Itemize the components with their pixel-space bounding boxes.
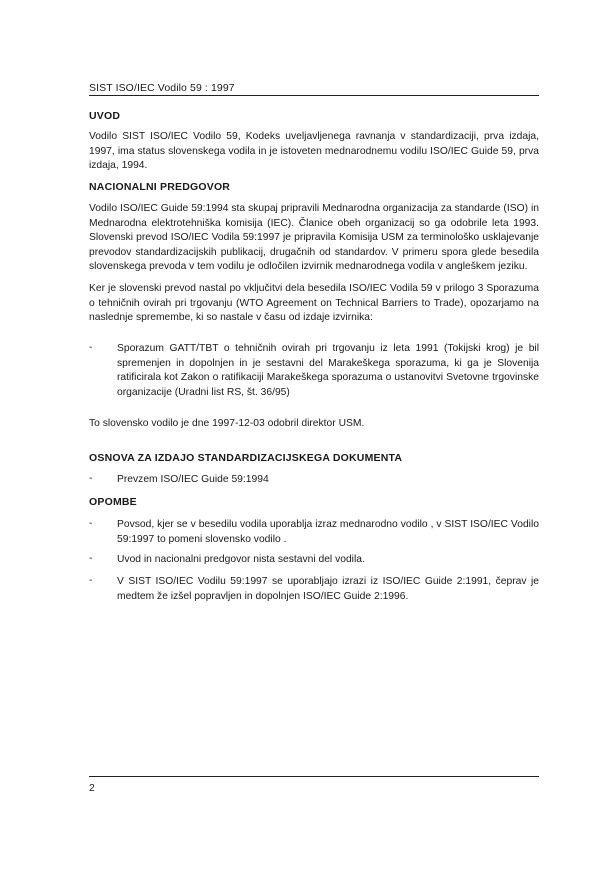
nacionalni-predgovor-paragraph-2: Ker je slovenski prevod nastal po vključitvi dela besedila ISO/IEC Vodila 59 v prilogo 3 Sporazuma o tehničnih ovirah pri trgovanju (WTO Agreement on Technical Barriers to Trade), opozarjamo na naslednje spremembe, ki so nastale v času od izdaje izvirnika:	[89, 283, 539, 324]
running-header: SIST ISO/IEC Vodilo 59 : 1997	[89, 82, 235, 94]
bullet-marker: -	[89, 553, 93, 564]
page-number: 2	[89, 782, 95, 794]
osnova-bullet: Prevzem ISO/IEC Guide 59:1994	[117, 474, 269, 485]
opombe-heading: OPOMBE	[89, 496, 137, 508]
nacionalni-predgovor-paragraph-1: Vodilo ISO/IEC Guide 59:1994 sta skupaj pripravili Mednarodna organizacija za standarde (ISO) in Mednarodna elektrotehniška komisija (IEC). Članice obeh organizacij so ga odobrile leta 1993. Slovenski prevod ISO/IEC Vodila 59:1997 je pripravila Komisija USM za terminološko usklajevanje prevodov standardizacijskih publikacij, drugačnih od standardov. V primeru spora glede besedila slovenskega prevoda v tem vodilu je odločilen izvirnik mednarodnega vodila v angleškem jeziku.	[89, 203, 539, 273]
bullet-marker: -	[89, 518, 93, 529]
header-divider	[89, 95, 539, 96]
gatt-tbt-bullet: Sporazum GATT/TBT o tehničnih ovirah pri trgovanju iz leta 1991 (Tokijski krog) je bil spremenjen in dopolnjen in je sestavni del Marakeškega sporazuma, ki ga je Slovenija ratificirala kot Zakon o ratifikaciji Marakeškega sporazuma o ustanovitvi Svetovne trgovinske organizacije (Uradni list RS, št. 36/95)	[117, 343, 539, 398]
osnova-heading: OSNOVA ZA IZDAJO STANDARDIZACIJSKEGA DOKUMENTA	[89, 452, 403, 464]
approval-statement: To slovensko vodilo je dne 1997-12-03 odobril direktor USM.	[89, 418, 365, 429]
opombe-note-1: Povsod, kjer se v besedilu vodila uporablja izraz mednarodno vodilo , v SIST ISO/IEC Vodilo 59:1997 to pomeni slovensko vodilo .	[117, 519, 539, 545]
bullet-marker: -	[89, 342, 93, 353]
uvod-heading: UVOD	[89, 110, 121, 122]
opombe-note-2: Uvod in nacionalni predgovor nista sestavni del vodila.	[117, 554, 365, 565]
bullet-marker: -	[89, 575, 93, 586]
uvod-paragraph: Vodilo SIST ISO/IEC Vodilo 59, Kodeks uveljavljenega ravnanja v standardizaciji, prva izdaja, 1997, ima status slovenskega vodila in je istoveten mednarodnemu vodilu ISO/IEC Guide 59, prva izdaja, 1994.	[89, 131, 539, 172]
bullet-marker: -	[89, 473, 93, 484]
opombe-note-3: V SIST ISO/IEC Vodilu 59:1997 se uporabljajo izrazi iz ISO/IEC Guide 2:1991, čeprav je medtem že izšel popravljen in dopolnjen ISO/IEC Guide 2:1996.	[117, 576, 539, 602]
footer-divider	[89, 776, 539, 777]
nacionalni-predgovor-heading: NACIONALNI PREDGOVOR	[89, 181, 231, 193]
